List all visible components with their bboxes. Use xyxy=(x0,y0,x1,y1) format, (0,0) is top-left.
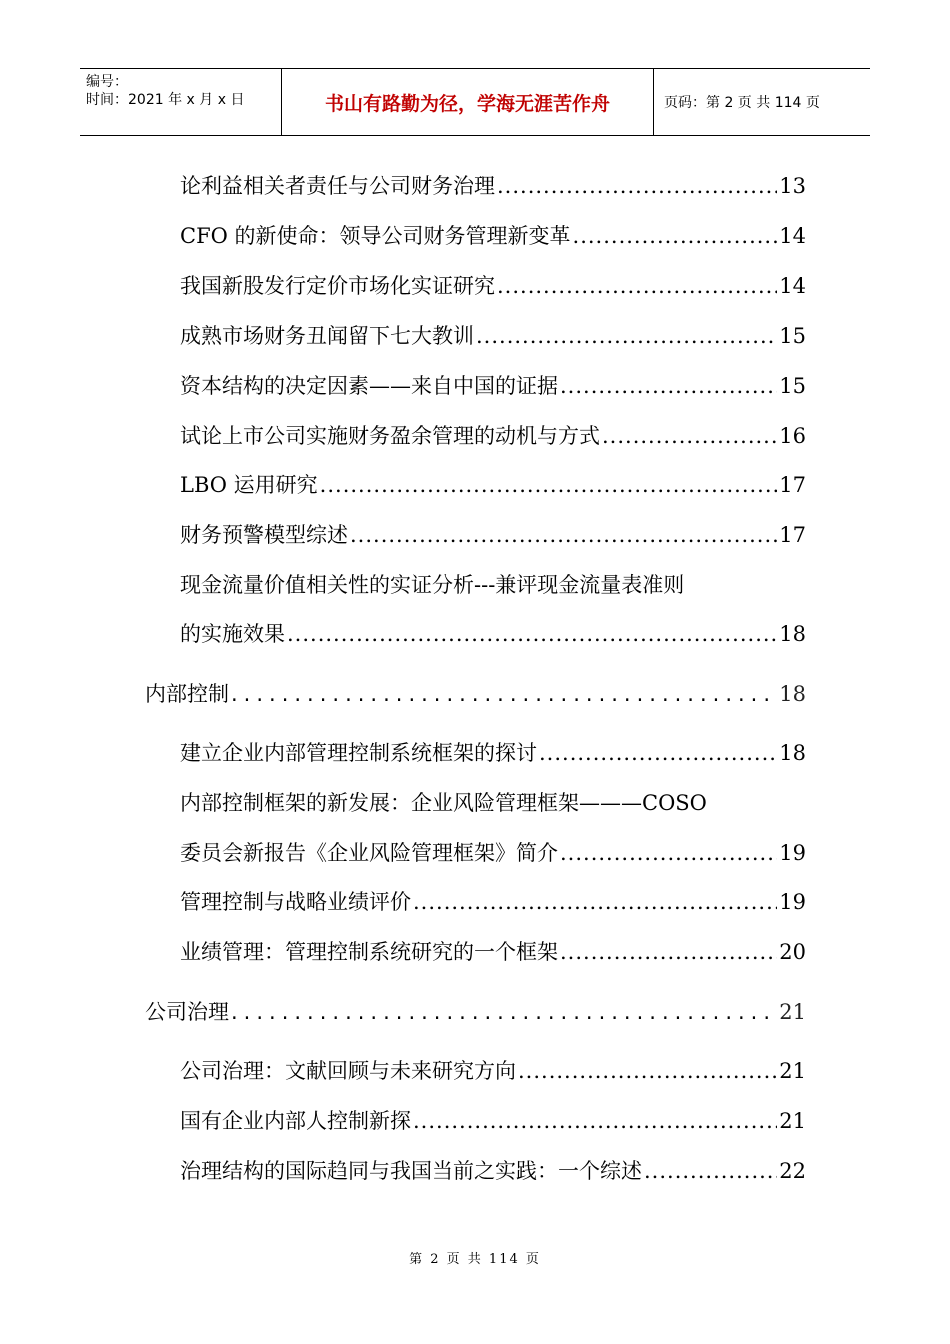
toc-entry-title: 我国新股发行定价市场化实证研究 xyxy=(180,274,495,298)
toc-entry-page: 18 xyxy=(779,622,806,646)
toc-entry[interactable] xyxy=(180,936,806,966)
toc-entry-page: 15 xyxy=(779,324,806,348)
toc-entry-title-line[interactable]: 现金流量价值相关性的实证分析---兼评现金流量表准则 xyxy=(180,573,685,597)
toc-entry[interactable] xyxy=(180,1155,806,1185)
toc-entry[interactable] xyxy=(180,270,806,300)
header-page-info: 页码：第 2 页 共 114 页 xyxy=(664,95,820,111)
toc-entry[interactable] xyxy=(180,220,806,250)
toc-entry[interactable] xyxy=(180,886,806,916)
toc-entry-page: 21 xyxy=(779,1059,806,1083)
toc-leader-dots xyxy=(350,523,777,547)
toc-leader-dots xyxy=(560,841,777,865)
toc-leader-dots xyxy=(231,682,777,706)
toc-entry-title: 财务预警模型综述 xyxy=(180,523,348,547)
toc-entry[interactable] xyxy=(180,1055,806,1085)
toc-entry-page: 17 xyxy=(779,473,806,497)
toc-entry-title: 的实施效果 xyxy=(180,622,285,646)
toc-entry[interactable] xyxy=(180,519,806,549)
toc-entry-page: 14 xyxy=(779,224,806,248)
toc-leader-dots xyxy=(413,1109,777,1133)
toc-entry-page: 18 xyxy=(779,741,806,765)
toc-section-page: 18 xyxy=(779,682,806,706)
toc-section[interactable] xyxy=(145,996,806,1026)
toc-leader-dots xyxy=(518,1059,777,1083)
toc-entry-title: LBO 运用研究 xyxy=(180,473,318,497)
toc-leader-dots xyxy=(287,622,777,646)
toc-leader-dots xyxy=(320,473,778,497)
toc-entry[interactable] xyxy=(180,170,806,200)
toc-section-page: 21 xyxy=(779,1000,806,1024)
toc-leader-dots xyxy=(644,1159,777,1183)
toc-entry-title: 国有企业内部人控制新探 xyxy=(180,1109,411,1133)
toc-entry-title: 论利益相关者责任与公司财务治理 xyxy=(180,174,495,198)
toc-entry-title: 业绩管理：管理控制系统研究的一个框架 xyxy=(180,940,558,964)
toc-leader-dots xyxy=(602,424,777,448)
page-footer: 第 2 页 共 114 页 xyxy=(409,1252,541,1267)
toc-entry-page: 14 xyxy=(779,274,806,298)
header-motto: 书山有路勤为径，学海无涯苦作舟 xyxy=(282,69,654,135)
toc-entry-title: 成熟市场财务丑闻留下七大教训 xyxy=(180,324,474,348)
toc-entry[interactable] xyxy=(180,420,806,450)
toc-entry[interactable] xyxy=(180,469,806,499)
toc-entry-page: 21 xyxy=(779,1109,806,1133)
toc-entry[interactable] xyxy=(180,370,806,400)
toc-entry[interactable] xyxy=(180,837,806,867)
toc-entry-title: 委员会新报告《企业风险管理框架》简介 xyxy=(180,841,558,865)
toc-entry[interactable] xyxy=(180,1105,806,1135)
header-date-label: 时间：2021 年 x 月 x 日 xyxy=(86,92,245,108)
toc-entry-title: 资本结构的决定因素——来自中国的证据 xyxy=(180,374,558,398)
toc-entry[interactable] xyxy=(180,320,806,350)
toc-section[interactable] xyxy=(145,678,806,708)
toc-entry-page: 19 xyxy=(779,841,806,865)
toc-leader-dots xyxy=(573,224,778,248)
toc-leader-dots xyxy=(560,374,777,398)
toc-entry-page: 22 xyxy=(779,1159,806,1183)
toc-leader-dots xyxy=(231,1000,777,1024)
toc-section-title: 公司治理 xyxy=(145,1000,229,1024)
toc-entry-title: 管理控制与战略业绩评价 xyxy=(180,890,411,914)
toc-leader-dots xyxy=(476,324,777,348)
header-number-label: 编号： xyxy=(86,74,128,90)
toc-entry[interactable] xyxy=(180,618,806,648)
toc-entry-title: 治理结构的国际趋同与我国当前之实践：一个综述 xyxy=(180,1159,642,1183)
toc-entry-page: 17 xyxy=(779,523,806,547)
toc-entry[interactable] xyxy=(180,737,806,767)
toc-section-title: 内部控制 xyxy=(145,682,229,706)
toc-entry-title: CFO 的新使命：领导公司财务管理新变革 xyxy=(180,224,571,248)
toc-entry-title-line[interactable]: 内部控制框架的新发展：企业风险管理框架———COSO xyxy=(180,791,707,815)
toc-entry-title: 建立企业内部管理控制系统框架的探讨 xyxy=(180,741,537,765)
toc-leader-dots xyxy=(560,940,777,964)
toc-entry-page: 13 xyxy=(779,174,806,198)
toc-entry-page: 20 xyxy=(779,940,806,964)
toc-entry-title: 试论上市公司实施财务盈余管理的动机与方式 xyxy=(180,424,600,448)
toc-leader-dots xyxy=(497,174,777,198)
toc-entry-page: 15 xyxy=(779,374,806,398)
toc-entry-title: 公司治理：文献回顾与未来研究方向 xyxy=(180,1059,516,1083)
header-meta xyxy=(80,69,282,135)
page-header xyxy=(80,68,870,136)
toc-entry-page: 16 xyxy=(779,424,806,448)
toc-leader-dots xyxy=(539,741,777,765)
toc-leader-dots xyxy=(497,274,777,298)
toc-entry-page: 19 xyxy=(779,890,806,914)
toc-leader-dots xyxy=(413,890,777,914)
